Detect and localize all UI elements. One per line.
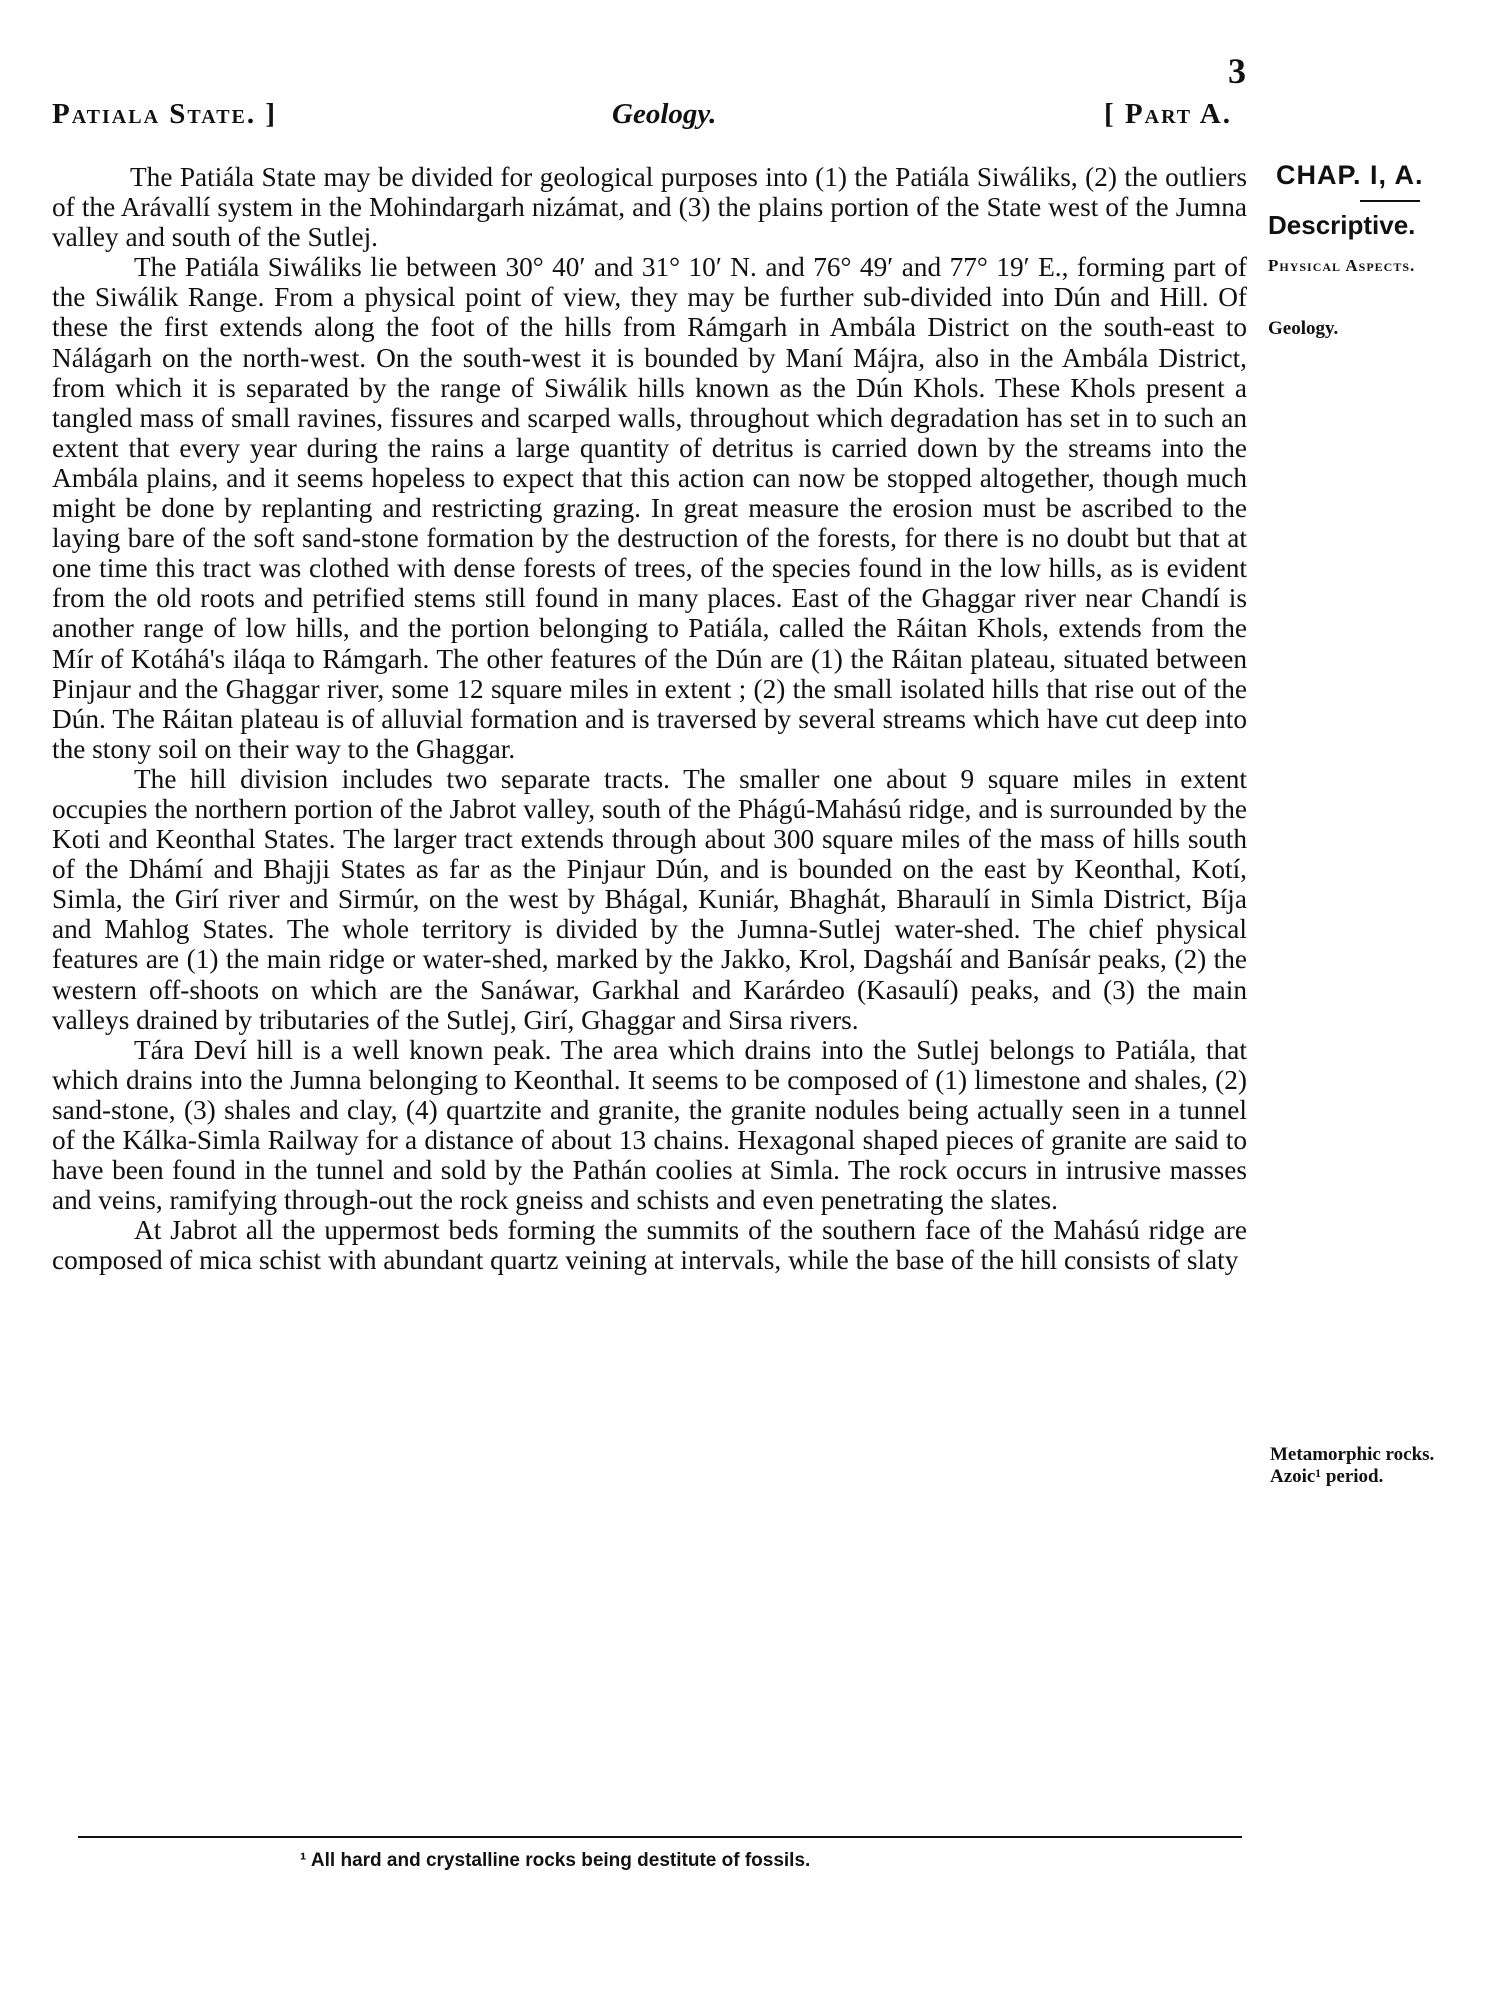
paragraph-3: The hill division includes two separate tracts. The smaller one about 9 square miles in extent occupies the northern portion of the Jabrot valley, south of the Phágú-Mahású ridge, and is surrounded by the Koti and Keonthal States. The larger tract extends through about 300 square miles of the mass of hills south of the Dhámí and Bhajji States as far as the Pinjaur Dún, and is bounded on the east by Keonthal, Kotí, Simla, the Girí river and Sirmúr, on the west by Bhágal, Kuniár, Bhaghát, Bharaulí in Simla District, Bíja and Mahlog States. The whole territory is divided by the Jumna-Sutlej water-shed. The chief physical features are (1) the main ridge or water-shed, marked by the Jakko, Krol, Dagsháí and Banísár peaks, (2) the western off-shoots on which are the Sanáwar, Garkhal and Karárdeo (Kasaulí) peaks, and (3) the main valleys drained by tributaries of the Sutlej, Girí, Ghaggar and Sirsa rivers. — [52, 763, 1247, 1035]
margin-section: Descriptive. — [1268, 210, 1416, 240]
paragraph-4: Tára Deví hill is a well known peak. The area which drains into the Sutlej belongs to Patiála, that which drains into the Jumna belonging to Keonthal. It seems to be composed of (1) limestone and shales, (2) sand-stone, (3) shales and clay, (4) quartzite and granite, the granite nodules being actually seen in a tunnel of the Kálka-Simla Railway for a distance of about 13 chains. Hexagonal shaped pieces of granite are said to have been found in the tunnel and sold by the Pathán coolies at Simla. The rock occurs in intrusive masses and veins, ramifying through-out the rock gneiss and schists and even penetrating the slates. — [52, 1034, 1247, 1216]
margin-topic: Geology. — [1268, 318, 1339, 339]
header-state: Patiala State. ] — [52, 98, 278, 130]
footnote-divider — [78, 1836, 1242, 1838]
paragraph-1: The Patiála State may be divided for geological purposes into (1) the Patiála Siwáliks, (2) the outliers of the Arávallí system in the Mohindargarh nizámat, and (3) the plains portion of the State west of the Jumna valley and south of the Sutlej. — [52, 162, 1247, 253]
header-part: [ Part A. — [1104, 98, 1232, 130]
paragraph-2: The Patiála Siwáliks lie between 30° 40′ and 31° 10′ N. and 76° 49′ and 77° 19′ E., forming part of the Siwálik Range. From a physical point of view, they may be further sub-divided into Dún and Hill. Of these the first extends along the foot of the hills from Rámgarh in Ambála District on the south-east to Nálágarh on the north-west. On the south-west it is bounded by Maní Májra, also in the Ambála District, from which it is separated by the range of Siwálik hills known as the Dún Khols. These Khols present a tangled mass of small ravines, fissures and scarped walls, throughout which degradation has set in to such an extent that every year during the rains a large quantity of detritus is carried down by the streams into the Ambála plains, and it seems hopeless to expect that this action can now be stopped altogether, though much might be done by replanting and restricting grazing. In great measure the erosion must be ascribed to the laying bare of the soft sand-stone formation by the destruction of the forests, for there is no doubt but that at one time this tract was clothed with dense forests of trees, of the species found in the low hills, as is evident from the old roots and petrified stems still found in many places. East of the Ghaggar river near Chandí is another range of low hills, and the portion belonging to Patiála, called the Ráitan Khols, extends from the Mír of Kotáhá's iláqa to Rámgarh. The other features of the Dún are (1) the Ráitan plateau, situated between Pinjaur and the Ghaggar river, some 12 square miles in extent ; (2) the small isolated hills that rise out of the Dún. The Ráitan plateau is of alluvial formation and is traversed by several streams which have cut deep into the stony soil on their way to the Ghaggar. — [52, 252, 1247, 764]
header-title: Geology. — [612, 98, 717, 130]
paragraph-5: At Jabrot all the uppermost beds forming the summits of the southern face of the Mahású ridge are composed of mica schist with abundant quartz veining at intervals, while the base of the hill consists of slaty — [52, 1215, 1247, 1276]
margin-subsection: Physical Aspects. — [1268, 256, 1416, 275]
running-header — [52, 98, 1232, 142]
main-text — [52, 162, 1247, 1275]
footnote: ¹ All hard and crystalline rocks being destitute of fossils. — [300, 1850, 811, 1871]
margin-note-metamorphic: Metamorphic rocks. Azoic¹ period. — [1270, 1444, 1435, 1487]
margin-chapter: CHAP. I, A. — [1276, 160, 1424, 190]
page-number: 3 — [1228, 51, 1246, 91]
margin-rule — [1360, 200, 1420, 202]
